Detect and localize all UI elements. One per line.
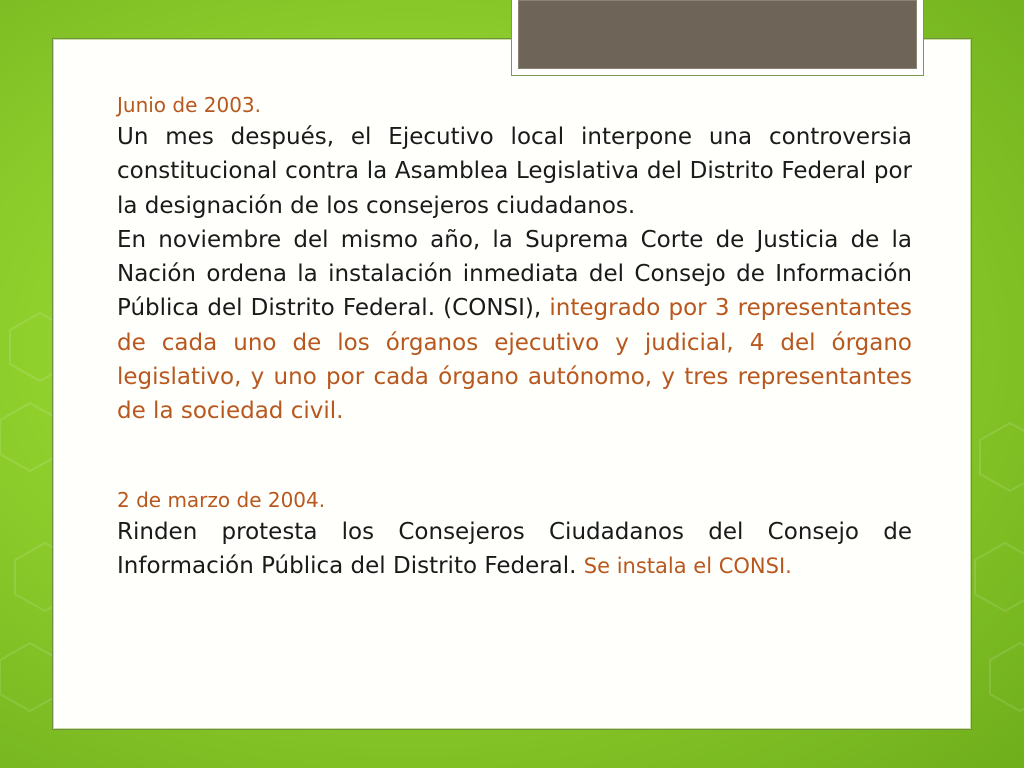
paragraph-2-plain-text: En noviembre del mismo año, la Suprema Corte de Justicia de la Nación ordena la instalación inmediata del Consejo de Información Pública del Distrito Federal. (CONSI), bbox=[117, 226, 912, 322]
section2-highlighted-text: Se instala el CONSI. bbox=[583, 553, 792, 578]
section2-paragraph bbox=[117, 515, 912, 584]
paragraph-2-highlighted-text: integrado por 3 representantes de cada uno de los órganos ejecutivo y judicial, 4 del órgano legislativo, y uno por cada órgano autónomo, y tres representantes de la sociedad civil. bbox=[117, 295, 912, 425]
slide-content bbox=[117, 90, 912, 583]
section2-plain-text: Rinden protesta los Consejeros Ciudadanos del Consejo de Información Pública del Distrito Federal. bbox=[117, 518, 912, 579]
title-placeholder bbox=[518, 0, 917, 69]
section1-paragraph-1: Un mes después, el Ejecutivo local interpone una controversia constitucional contra la Asamblea Legislativa del Distrito Federal por la designación de los consejeros ciudadanos. bbox=[117, 124, 912, 219]
section1-paragraph-2 bbox=[117, 223, 912, 429]
title-placeholder-frame bbox=[511, 0, 924, 76]
section2-date: 2 de marzo de 2004. bbox=[117, 487, 326, 512]
section-spacer bbox=[117, 429, 912, 485]
section1-date: Junio de 2003. bbox=[117, 93, 262, 117]
